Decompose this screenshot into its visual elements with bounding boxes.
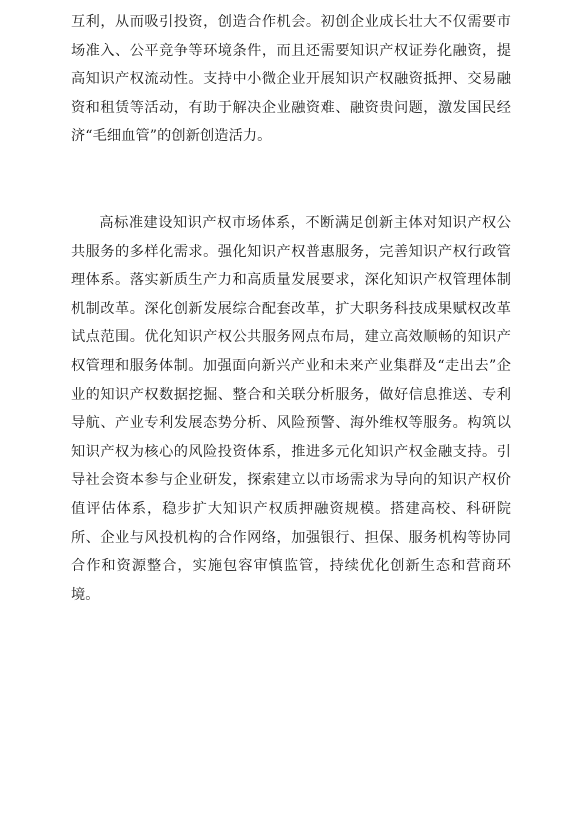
- paragraph-continuation: 互利，从而吸引投资，创造合作机会。初创企业成长壮大不仅需要市场准入、公平竞争等环境条件，而且还需要知识产权证券化融资，提高知识产权流动性。支持中小微企业开展知识产权融资抵押、交易融资和租赁等活动，有助于解决企业融资难、融资贵问题，激发国民经济“毛细血管”的创新创造活力。: [71, 14, 511, 145]
- paragraph-ip-market-system: 高标准建设知识产权市场体系，不断满足创新主体对知识产权公共服务的多样化需求。强化知识产权普惠服务，完善知识产权行政管理体系。落实新质生产力和高质量发展要求，深化知识产权管理体制机制改革。深化创新发展综合配套改革，扩大职务科技成果赋权改革试点范围。优化知识产权公共服务网点布局，建立高效顺畅的知识产权管理和服务体制。加强面向新兴产业和未来产业集群及“走出去”企业的知识产权数据挖掘、整合和关联分析服务，做好信息推送、专利导航、产业专利发展态势分析、风险预警、海外维权等服务。构筑以知识产权为核心的风险投资体系，推进多元化知识产权金融支持。引导社会资本参与企业研发，探索建立以市场需求为导向的知识产权价值评估体系，稳步扩大知识产权质押融资规模。搭建高校、科研院所、企业与风投机构的合作网络，加强银行、担保、服务机构等协同合作和资源整合，实施包容审慎监管，持续优化创新生态和营商环境。: [71, 215, 511, 603]
